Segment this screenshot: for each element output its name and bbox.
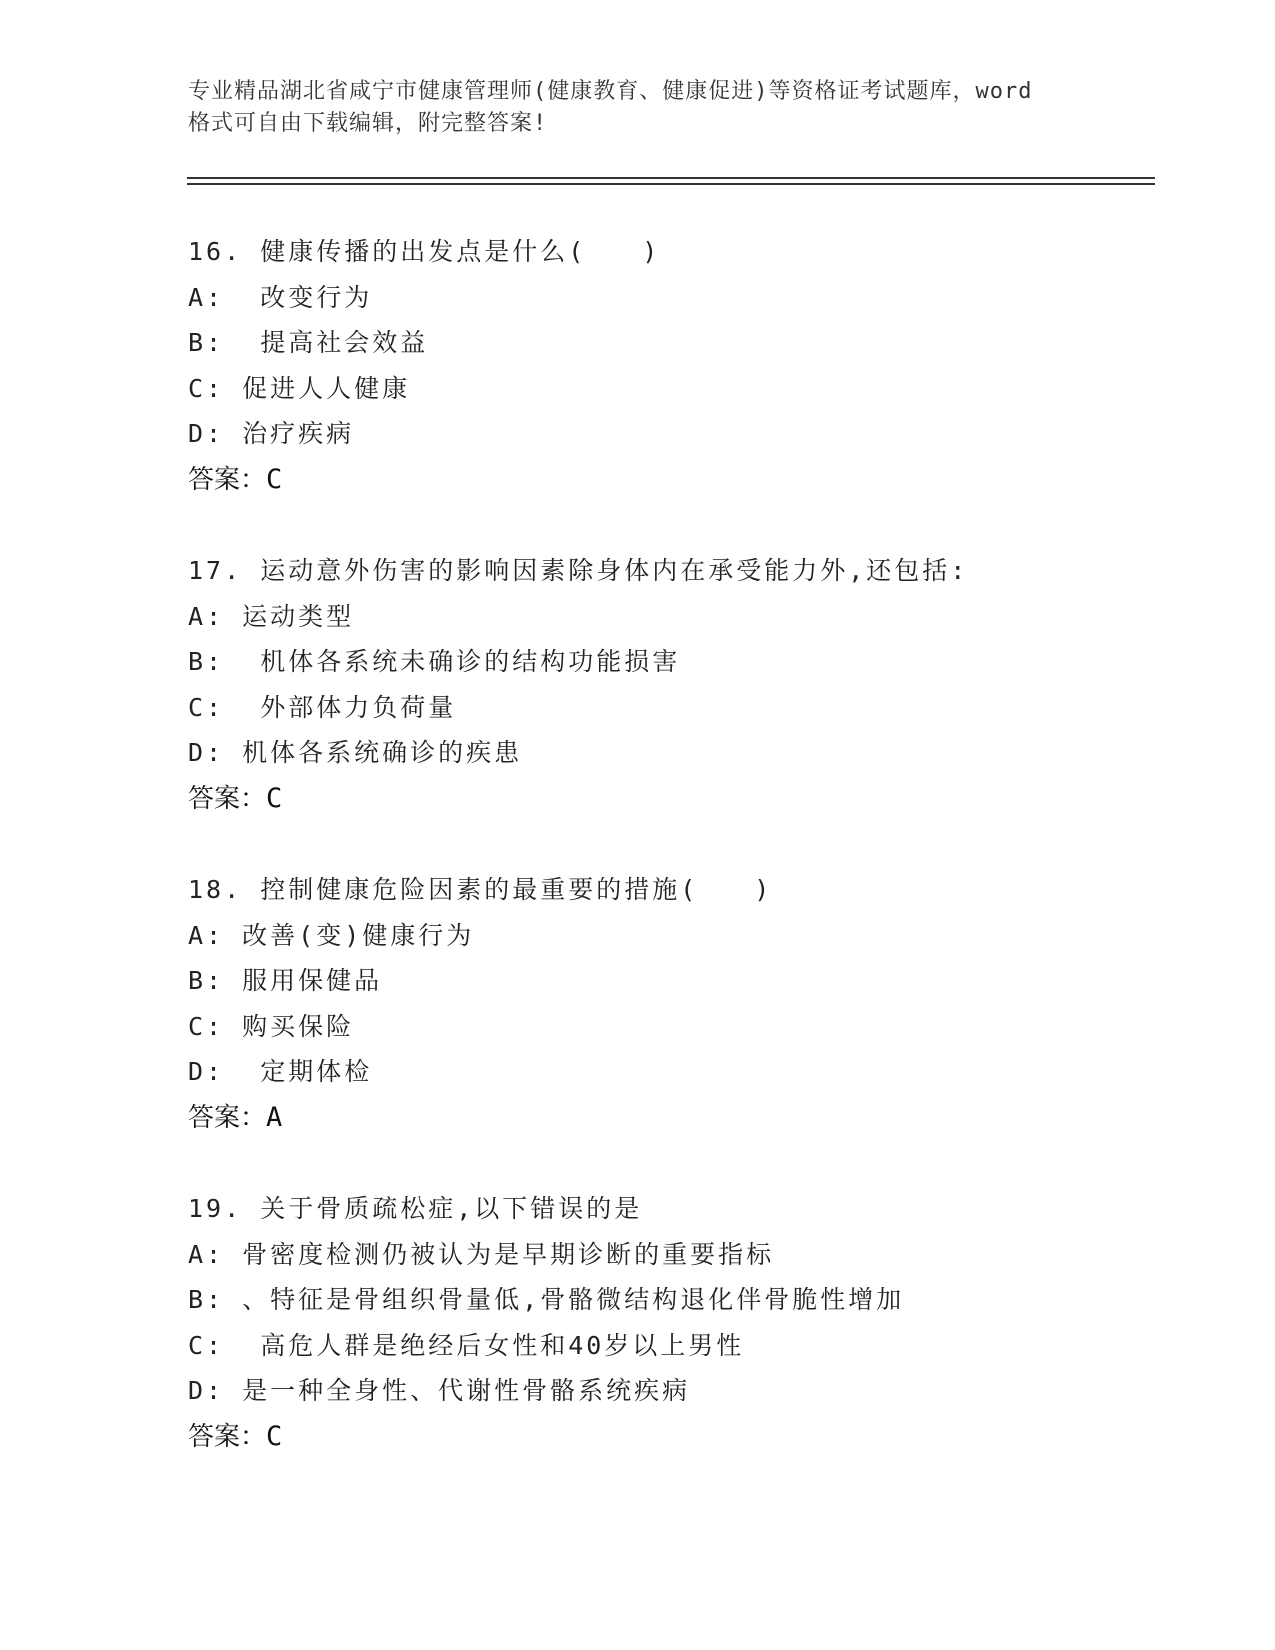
header-divider-bottom xyxy=(187,183,1155,185)
option-c: C: 购买保险 xyxy=(188,1011,355,1041)
question-stem: 18. 控制健康危险因素的最重要的措施( ) xyxy=(188,875,773,904)
document-header xyxy=(188,76,1088,140)
option-d: D: 是一种全身性、代谢性骨骼系统疾病 xyxy=(188,1376,691,1406)
answer-label: 答案： xyxy=(188,464,267,495)
question-18 xyxy=(188,867,1188,1141)
answer xyxy=(188,457,1188,503)
option-c: C: 外部体力负荷量 xyxy=(188,692,457,722)
answer-label: 答案： xyxy=(188,783,267,814)
question-stem: 19. 关于骨质疏松症,以下错误的是 xyxy=(188,1194,643,1223)
question-stem: 16. 健康传播的出发点是什么( ) xyxy=(188,237,661,266)
answer-value: A xyxy=(266,1101,283,1133)
option-b: B: 机体各系统未确诊的结构功能损害 xyxy=(188,647,681,677)
answer-value: C xyxy=(266,463,283,495)
answer-value: C xyxy=(266,782,283,814)
option-d: D: 机体各系统确诊的疾患 xyxy=(188,738,523,768)
question-19 xyxy=(188,1186,1188,1460)
answer xyxy=(188,1414,1188,1460)
option-c: C: 促进人人健康 xyxy=(188,373,411,403)
answer-label: 答案： xyxy=(188,1102,267,1133)
answer-value: C xyxy=(266,1420,283,1452)
answer-label: 答案： xyxy=(188,1421,267,1452)
option-d: D: 定期体检 xyxy=(188,1057,373,1087)
option-a: A: 运动类型 xyxy=(188,601,355,631)
option-b: B: 、特征是骨组织骨量低,骨骼微结构退化伴骨脆性增加 xyxy=(188,1285,905,1315)
question-stem: 17. 运动意外伤害的影响因素除身体内在承受能力外,还包括: xyxy=(188,556,969,585)
question-16 xyxy=(188,229,1188,503)
option-b: B: 提高社会效益 xyxy=(188,328,429,358)
header-line-2: 格式可自由下载编辑，附完整答案! xyxy=(188,111,548,136)
header-divider-top xyxy=(187,177,1155,179)
option-c: C: 高危人群是绝经后女性和40岁以上男性 xyxy=(188,1330,745,1360)
option-a: A: 改善(变)健康行为 xyxy=(188,920,475,950)
option-b: B: 服用保健品 xyxy=(188,966,383,996)
option-a: A: 骨密度检测仍被认为是早期诊断的重要指标 xyxy=(188,1239,775,1269)
question-17 xyxy=(188,548,1188,822)
option-a: A: 改变行为 xyxy=(188,282,373,312)
answer xyxy=(188,776,1188,822)
option-d: D: 治疗疾病 xyxy=(188,419,355,449)
answer xyxy=(188,1095,1188,1141)
header-line-1: 专业精品湖北省咸宁市健康管理师(健康教育、健康促进)等资格证考试题库，word xyxy=(188,79,1033,104)
